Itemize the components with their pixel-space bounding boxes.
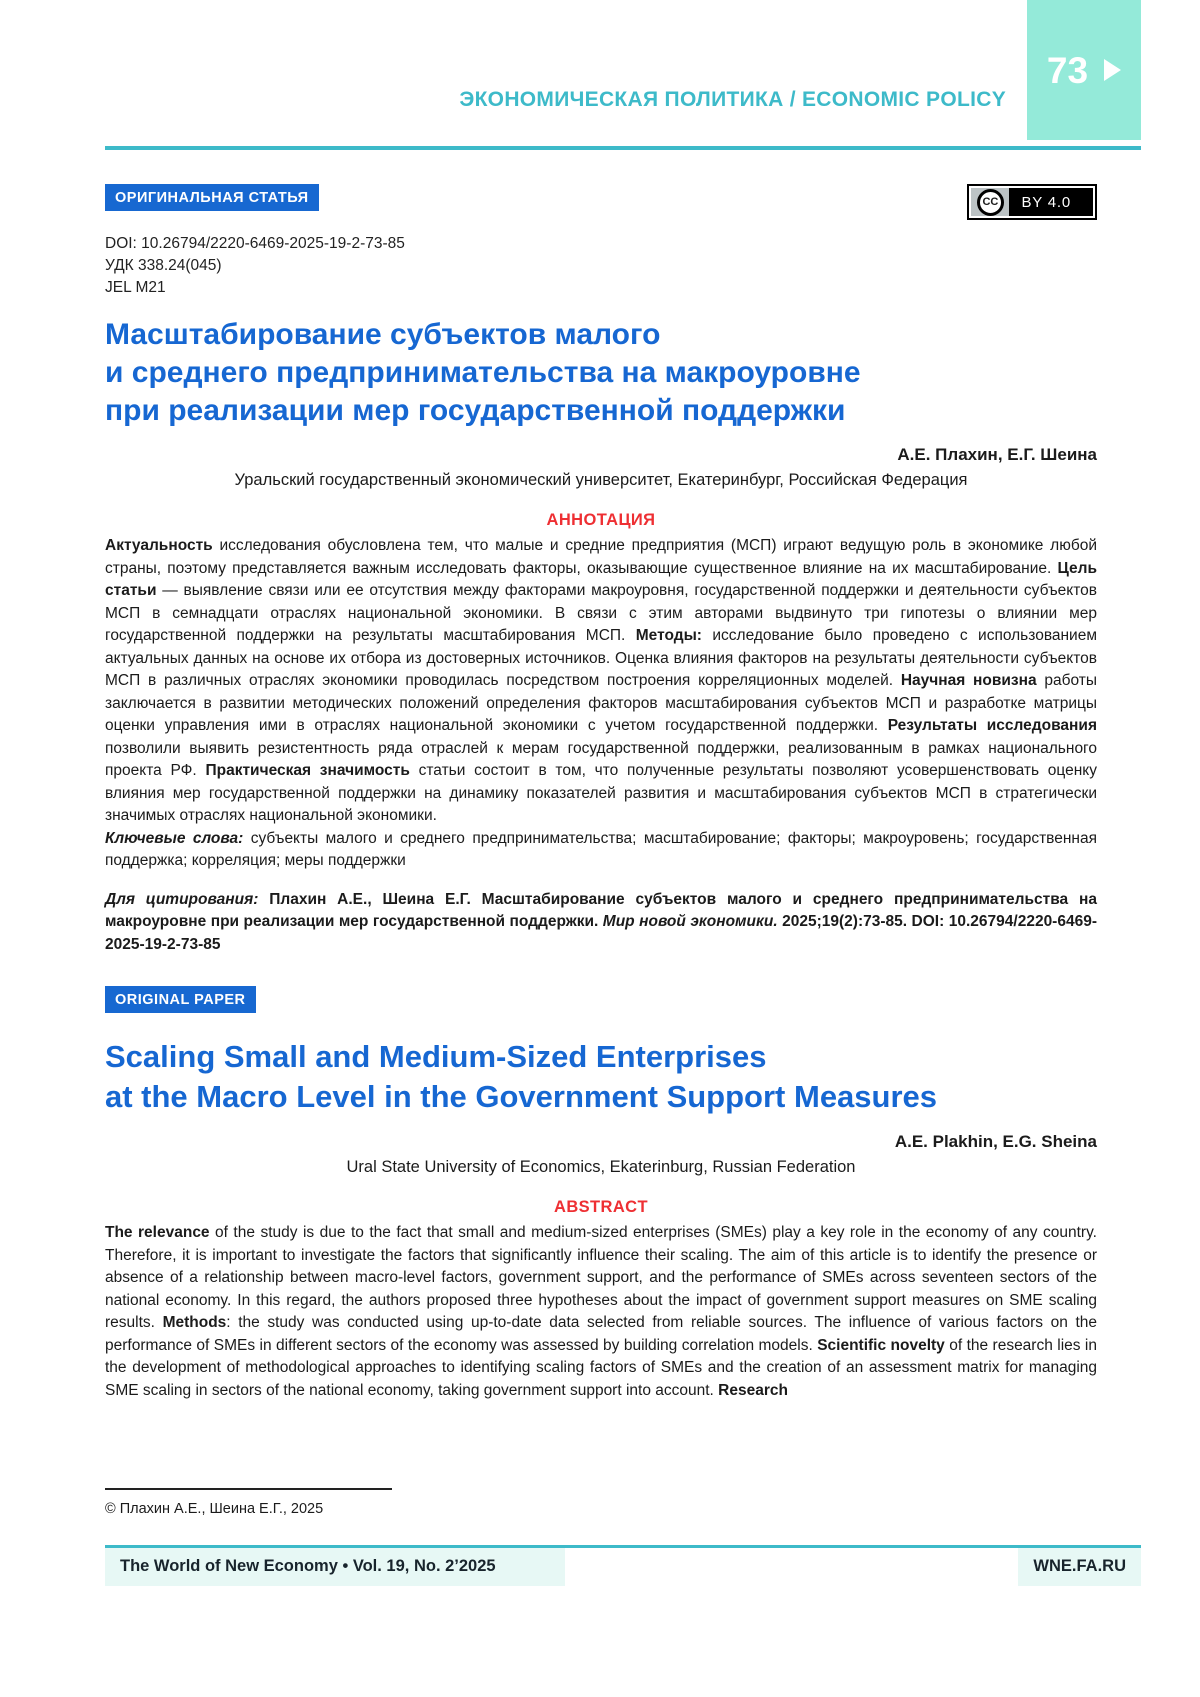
next-page-arrow-icon — [1104, 59, 1121, 81]
meta-row — [105, 184, 1097, 220]
cc-license-label: BY 4.0 — [1009, 188, 1093, 216]
footer-site-label: WNE.FA.RU — [1018, 1548, 1141, 1586]
article-identifiers — [105, 233, 1097, 299]
title-ru-line: и среднего предпринимательства на макроуровне — [105, 356, 861, 389]
title-ru-line: Масштабирование субъектов малого — [105, 318, 661, 351]
jel-line: JEL M21 — [105, 279, 166, 296]
abstract-en: The relevance of the study is due to the fact that small and medium-sized enterprises (SMEs) play a key role in the economy of any country. Therefore, it is important to investigate the factors that significantly influence their scaling. The aim of this article is to identify the presence or absence of a relationship between macro-level factors, government support, and the performance of SMEs across seventeen sectors of the national economy. In this regard, the authors proposed three hypotheses about the impact of government support measures on SME scaling results. Methods: the study was conducted using up-to-date data selected from reliable sources. The influence of various factors on the performance of SMEs in different sectors of the economy was assessed by building correlation models. Scientific novelty of the research lies in the development of methodological approaches to identifying scaling factors of SMEs and the creation of an assessment matrix for managing SME scaling in sectors of the national economy, taking government support into account. Research — [105, 1224, 1098, 1399]
title-en-line: Scaling Small and Medium-Sized Enterprises — [105, 1039, 767, 1074]
affiliation-ru: Уральский государственный экономический университет, Екатеринбург, Российская Федерация — [234, 471, 968, 489]
cc-circle-glyph: CC — [977, 189, 1004, 216]
article-first-page — [105, 184, 1097, 1402]
abstract-heading-en: ABSTRACT — [554, 1198, 648, 1216]
title-ru-line: при реализации мер государственной поддержки — [105, 394, 846, 427]
footnote — [105, 1488, 392, 1517]
doi-line: DOI: 10.26794/2220-6469-2025-19-2-73-85 — [105, 235, 405, 252]
article-type-badge-en: ORIGINAL PAPER — [105, 986, 256, 1013]
udc-line: УДК 338.24(045) — [105, 257, 222, 274]
abstract-heading-ru: АННОТАЦИЯ — [546, 511, 656, 529]
section-title: ЭКОНОМИЧЕСКАЯ ПОЛИТИКА / ECONOMIC POLICY — [459, 88, 1006, 111]
page-number-box — [1027, 0, 1141, 140]
abstract-ru: Актуальность исследования обусловлена тем, что малые и средние предприятия (МСП) играют ведущую роль в экономике любой страны, поэтому представляется важным исследовать факторы, оказывающие существенное влияние на их масштабирование. Цель статьи — выявление связи или ее отсутствия между факторами макроуровня, государственной поддержки и деятельности субъектов МСП в семнадцати отраслях национальной экономики. В связи с этим авторами выдвинуто три гипотезы о влиянии мер государственной поддержки на результаты масштабирования МСП. Методы: исследование было проведено с использованием актуальных данных на основе их отбора из достоверных источников. Оценка влияния факторов на результаты деятельности субъектов МСП в различных отраслях экономики проводилась посредством построения корреляционных моделей. Научная новизна работы заключается в развитии методических положений определения факторов масштабирования субъектов МСП и разработке матрицы оценки управления ими в отраслях национальной экономики с учетом государственной поддержки. Результаты исследования позволили выявить резистентность ряда отраслей к мерам государственной поддержки, реализованным в рамках национального проекта РФ. Практическая значимость статьи состоит в том, что полученные результаты позволяют усовершенствовать оценку влияния мер государственной поддержки на динамику показателей развития и масштабирования субъектов МСП в стратегически значимых отраслях национальной экономики. — [105, 537, 1097, 824]
footer-journal-label: The World of New Economy • Vol. 19, No. 2’2025 — [105, 1548, 565, 1586]
page-footer — [105, 1545, 1141, 1586]
cc-icon — [971, 188, 1009, 216]
meta-row-en — [105, 986, 1097, 1013]
affiliation-en: Ural State University of Economics, Ekaterinburg, Russian Federation — [346, 1158, 856, 1176]
footer-row — [105, 1548, 1141, 1586]
article-type-badge-ru: ОРИГИНАЛЬНАЯ СТАТЬЯ — [105, 184, 319, 211]
citation-ru: Для цитирования: Плахин А.Е., Шеина Е.Г. Масштабирование субъектов малого и среднего предпринимательства на макроуровне при реализации мер государственной поддержки. Мир новой экономики. 2025;19(2):73-85. DOI: 10.26794/2220-6469-2025-19-2-73-85 — [105, 890, 1097, 953]
page-header — [0, 0, 1200, 150]
article-title-en — [105, 1037, 1097, 1117]
page-number: 73 — [1046, 49, 1089, 91]
authors-en: A.E. Plakhin, E.G. Sheina — [894, 1132, 1097, 1151]
article-title-ru — [105, 316, 1097, 430]
header-divider — [105, 146, 1141, 150]
title-en-line: at the Macro Level in the Government Support Measures — [105, 1079, 938, 1114]
cc-license-badge — [967, 184, 1097, 220]
authors-ru: А.Е. Плахин, Е.Г. Шеина — [897, 445, 1097, 464]
copyright-note: © Плахин А.Е., Шеина Е.Г., 2025 — [105, 1501, 324, 1517]
footnote-divider — [105, 1488, 392, 1490]
keywords-ru: Ключевые слова: субъекты малого и среднего предпринимательства; масштабирование; факторы; макроуровень; государственная поддержка; корреляция; меры поддержки — [105, 829, 1097, 869]
